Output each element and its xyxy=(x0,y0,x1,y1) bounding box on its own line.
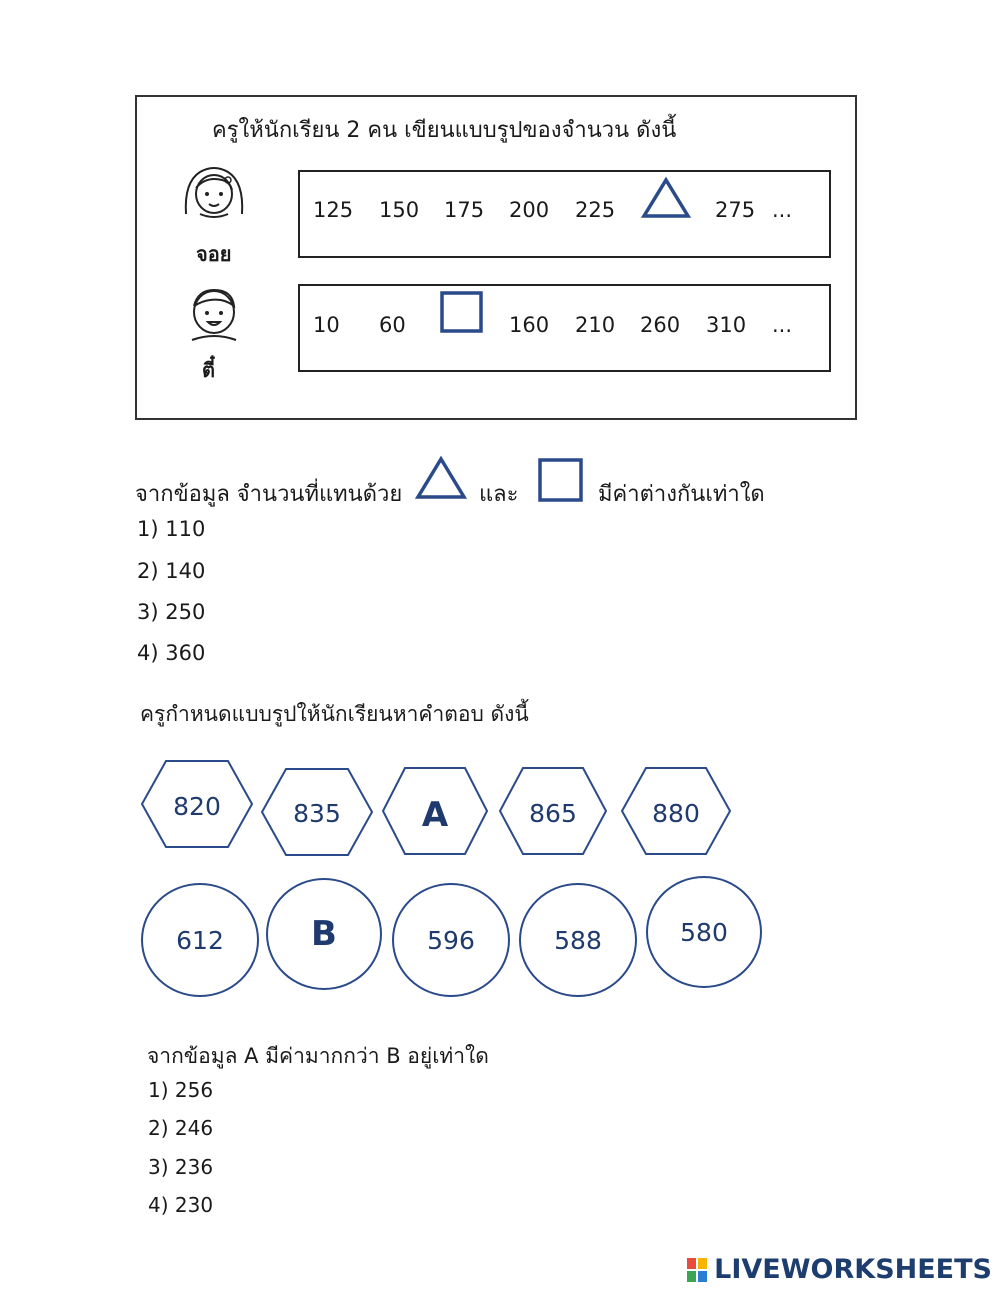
q2-option-2[interactable]: 2) 246 xyxy=(148,1116,214,1140)
logo-text: LIVEWORKSHEETS xyxy=(714,1254,992,1285)
tee-name: ตี๋ xyxy=(202,358,215,382)
joy-seq-6: 275 xyxy=(715,198,756,222)
question1-text-end: มีค่าต่างกันเท่าใด xyxy=(598,482,765,507)
circle-shape xyxy=(392,883,510,997)
tee-seq-5: 260 xyxy=(640,313,681,337)
question1-text-and: และ xyxy=(479,482,519,507)
tee-seq-4: 210 xyxy=(575,313,616,337)
circle-value-3: 596 xyxy=(427,925,475,955)
joy-seq-1: 125 xyxy=(313,198,354,222)
tee-seq-7: ... xyxy=(772,313,793,337)
q2-option-4[interactable]: 4) 230 xyxy=(148,1193,214,1217)
circle-shape xyxy=(519,883,637,997)
joy-seq-4: 200 xyxy=(509,198,550,222)
q1-option-2[interactable]: 2) 140 xyxy=(137,559,206,583)
liveworksheets-logo[interactable] xyxy=(686,1254,992,1285)
girl-avatar-icon xyxy=(178,162,250,222)
circle-value-1: 612 xyxy=(176,925,224,955)
hexagon-value-5: 880 xyxy=(652,799,700,828)
question2-text: จากข้อมูล A มีค่ามากกว่า B อยู่เท่าใด xyxy=(147,1044,489,1068)
circle-shape xyxy=(141,883,259,997)
joy-name: จอย xyxy=(196,242,232,266)
liveworksheets-logo-icon xyxy=(686,1257,708,1283)
hexagon-value-4: 865 xyxy=(529,799,577,828)
q2-option-1[interactable]: 1) 256 xyxy=(148,1078,214,1102)
triangle-placeholder-icon xyxy=(640,176,692,220)
circle-value-5: 580 xyxy=(680,917,728,947)
q1-option-4[interactable]: 4) 360 xyxy=(137,641,206,665)
circle-value-4: 588 xyxy=(554,925,602,955)
question1-text-start: จากข้อมูล จำนวนที่แทนด้วย xyxy=(135,482,403,507)
q1-option-3[interactable]: 3) 250 xyxy=(137,600,206,624)
hexagon-value-2: 835 xyxy=(293,799,341,828)
triangle-question-icon xyxy=(414,455,468,501)
circle-shape xyxy=(646,876,762,988)
part1-intro: ครูให้นักเรียน 2 คน เขียนแบบรูปของจำนวน ดังนี้ xyxy=(212,118,677,143)
tee-seq-2: 60 xyxy=(379,313,406,337)
boy-avatar-icon xyxy=(180,282,248,344)
square-placeholder-icon xyxy=(439,290,485,334)
square-question-icon xyxy=(537,457,585,503)
hexagon-letter-a: A xyxy=(421,795,449,835)
q1-option-1[interactable]: 1) 110 xyxy=(137,517,206,541)
joy-seq-2: 150 xyxy=(379,198,420,222)
tee-seq-1: 10 xyxy=(313,313,340,337)
circle-shape xyxy=(266,878,382,990)
tee-sequence-box xyxy=(298,284,831,372)
joy-seq-5: 225 xyxy=(575,198,616,222)
joy-seq-3: 175 xyxy=(444,198,485,222)
tee-seq-6: 310 xyxy=(706,313,747,337)
part2-intro: ครูกำหนดแบบรูปให้นักเรียนหาคำตอบ ดังนี้ xyxy=(140,702,529,726)
hexagon-value-1: 820 xyxy=(173,792,221,821)
circle-letter-b: B xyxy=(311,914,337,954)
joy-seq-7: ... xyxy=(772,198,793,222)
q2-option-3[interactable]: 3) 236 xyxy=(148,1155,214,1179)
tee-seq-3: 160 xyxy=(509,313,550,337)
